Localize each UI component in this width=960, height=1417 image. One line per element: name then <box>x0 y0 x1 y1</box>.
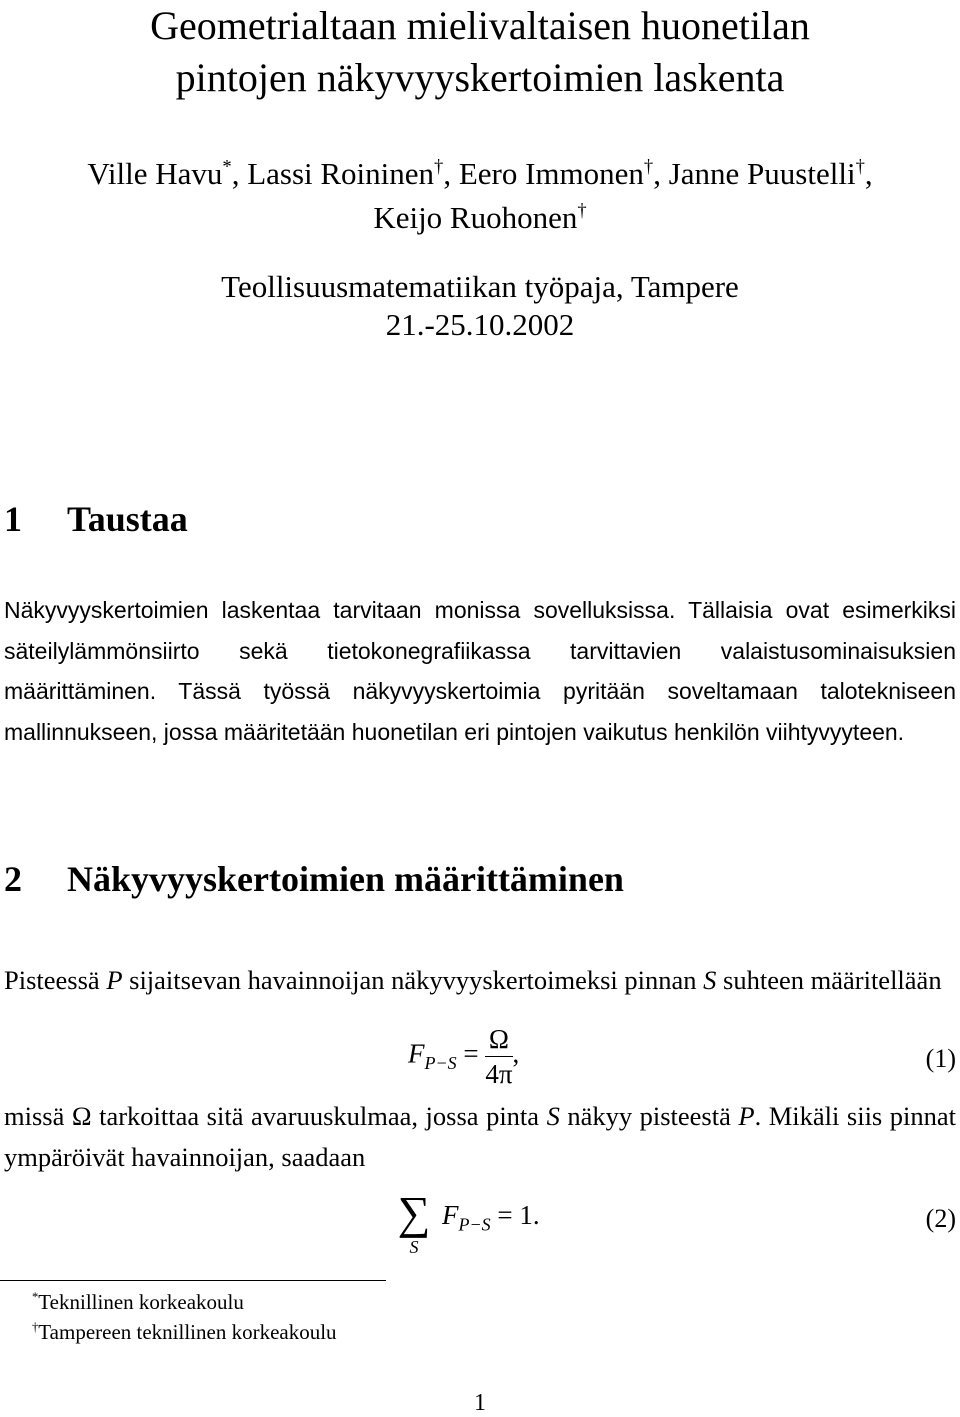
authors-line-2 <box>0 196 960 240</box>
section-2-heading <box>4 858 624 900</box>
sum-index: S <box>409 1237 419 1257</box>
authors-line-1: Ville Havu*, Lassi Roininen†, Eero Immonen†, Janne Puustelli†, <box>87 156 873 191</box>
author-name: Ville Havu <box>87 156 223 191</box>
author-name: Eero Immonen <box>458 156 644 191</box>
footnote-1 <box>32 1288 244 1316</box>
venue-block <box>0 268 960 344</box>
math-symbol: S <box>703 965 717 995</box>
footnote-mark: * <box>32 1290 39 1304</box>
text-run: näkyy pisteestä <box>567 1101 731 1131</box>
footnote-text: Tampereen teknillinen korkeakoulu <box>38 1320 337 1344</box>
section-number: 1 <box>4 499 22 539</box>
text-run: Pisteessä <box>4 965 100 995</box>
fraction-denominator: 4π <box>485 1059 513 1089</box>
text-run: . Mikäli siis pinnat ympäröivät havainnoijan, saadaan <box>4 1101 956 1172</box>
author-name: Janne Puustelli <box>668 156 856 191</box>
affiliation-mark: * <box>222 156 232 178</box>
paper-title <box>0 0 960 104</box>
footnote-text: Teknillinen korkeakoulu <box>38 1290 244 1314</box>
equation-1-label: (1) <box>925 1044 956 1073</box>
equation-2-label: (2) <box>925 1204 956 1233</box>
author-name: Keijo Ruohonen <box>373 200 578 235</box>
text-run: missä <box>4 1101 65 1131</box>
math-symbol: S <box>546 1101 560 1131</box>
section-1-heading <box>4 498 188 540</box>
section-title: Taustaa <box>67 499 188 539</box>
title-line-1: Geometrialtaan mielivaltaisen huonetilan <box>150 3 810 48</box>
equation-1 <box>408 1022 519 1091</box>
math-symbol: P <box>106 965 123 995</box>
affiliation-mark: † <box>577 200 587 222</box>
footnote-mark: † <box>32 1320 39 1334</box>
equation-2-sum <box>384 1187 444 1258</box>
math-symbol: F <box>442 1200 459 1230</box>
affiliation-mark: † <box>855 156 865 178</box>
section-2-paragraph-2 <box>4 1096 956 1177</box>
affiliation-mark: † <box>643 156 654 178</box>
math-operator: = <box>463 1038 479 1069</box>
author-list <box>0 152 960 240</box>
text-run: sijaitsevan havainnoijan näkyvyyskertoimeksi pinnan <box>129 965 697 995</box>
math-punctuation: , <box>512 1038 520 1069</box>
fraction <box>485 1022 512 1091</box>
text-run: suhteen määritellään <box>723 965 942 995</box>
title-line-2: pintojen näkyvyyskertoimien laskenta <box>175 55 785 100</box>
section-1-paragraph: Näkyvyyskertoimien laskentaa tarvitaan monissa sovelluksissa. Tällaisia ovat esimerkiksi säteilylämmönsiirto sekä tietokonegrafiikassa tarvittavien valaistusominaisuksien määrittäminen. Tässä työssä näkyvyyskertoimia pyritään soveltamaan talotekniseen mallinnukseen, jossa määritetään huonetilan eri pintojen vaikutus henkilön viihtyvyyteen. <box>4 597 956 745</box>
math-expression: = 1. <box>497 1200 540 1230</box>
venue-line-1: Teollisuusmatematiikan työpaja, Tampere <box>221 269 739 304</box>
author-name: Lassi Roininen <box>247 156 435 191</box>
sum-symbol: ∑ <box>397 1187 431 1238</box>
math-symbol: F <box>408 1038 425 1069</box>
section-number: 2 <box>4 859 22 899</box>
section-2-paragraph-1 <box>4 960 956 1001</box>
affiliation-mark: † <box>434 156 444 178</box>
math-symbol: P <box>738 1101 755 1131</box>
fraction-numerator: Ω <box>485 1022 512 1057</box>
text-run: tarkoittaa sitä avaruuskulmaa, jossa pinta <box>99 1101 540 1131</box>
page-number: 1 <box>474 1390 486 1416</box>
math-symbol: Ω <box>71 1101 92 1131</box>
footnote-2 <box>32 1318 337 1346</box>
math-subscript: P−S <box>458 1214 491 1235</box>
section-title: Näkyvyyskertoimien määrittäminen <box>67 859 624 899</box>
footnote-rule <box>0 1280 386 1281</box>
math-subscript: P−S <box>424 1053 457 1074</box>
venue-line-2: 21.-25.10.2002 <box>385 307 575 342</box>
equation-2 <box>442 1200 540 1235</box>
